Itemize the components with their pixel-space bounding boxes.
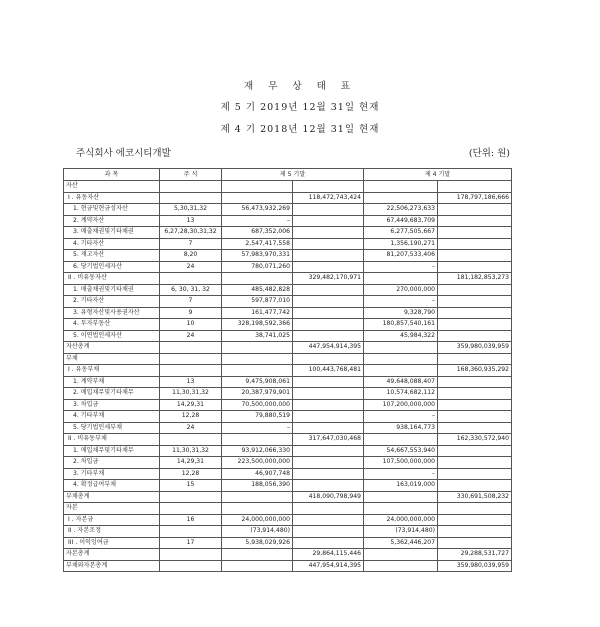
prior-subtotal-value: 29,288,531,727 xyxy=(438,549,512,561)
table-row xyxy=(64,342,512,354)
current-detail-value xyxy=(222,181,293,193)
prior-subtotal-value: 178,797,186,666 xyxy=(438,192,512,204)
current-subtotal-value xyxy=(293,284,364,296)
prior-detail-value: – xyxy=(364,261,438,273)
current-subtotal-value xyxy=(293,319,364,331)
row-label: 자본총계 xyxy=(64,549,160,561)
col-header-prior: 제 4 기말 xyxy=(364,169,512,181)
current-subtotal-value xyxy=(293,250,364,262)
prior-subtotal-value xyxy=(438,261,512,273)
prior-detail-value: 107,500,000,000 xyxy=(364,457,438,469)
table-header-row xyxy=(64,169,512,181)
current-detail-value xyxy=(222,503,293,515)
row-note: 24 xyxy=(160,261,222,273)
row-label: 5. 당기법인세부채 xyxy=(64,422,160,434)
current-detail-value xyxy=(222,353,293,365)
prior-subtotal-value xyxy=(438,514,512,526)
prior-detail-value xyxy=(364,273,438,285)
prior-subtotal-value xyxy=(438,445,512,457)
current-subtotal-value: 100,443,768,481 xyxy=(293,365,364,377)
prior-subtotal-value xyxy=(438,204,512,216)
row-note: 7 xyxy=(160,238,222,250)
row-label: 5. 이연법인세자산 xyxy=(64,330,160,342)
prior-subtotal-value xyxy=(438,468,512,480)
prior-detail-value: 49,648,088,407 xyxy=(364,376,438,388)
col-header-note: 주 석 xyxy=(160,169,222,181)
prior-detail-value xyxy=(364,342,438,354)
row-label: I . 자본금 xyxy=(64,514,160,526)
row-note: 12,28 xyxy=(160,411,222,423)
table-row xyxy=(64,181,512,193)
current-detail-value: – xyxy=(222,422,293,434)
current-subtotal-value xyxy=(293,526,364,538)
table-row xyxy=(64,238,512,250)
row-note xyxy=(160,353,222,365)
row-label: 부채총계 xyxy=(64,491,160,503)
table-row xyxy=(64,261,512,273)
table-row xyxy=(64,514,512,526)
current-detail-value: (73,914,480) xyxy=(222,526,293,538)
table-row xyxy=(64,399,512,411)
prior-detail-value: 5,362,446,207 xyxy=(364,537,438,549)
current-subtotal-value: 329,482,170,971 xyxy=(293,273,364,285)
row-note xyxy=(160,342,222,354)
prior-detail-value xyxy=(364,549,438,561)
current-detail-value: 20,387,979,901 xyxy=(222,388,293,400)
row-label: 4. 기타자산 xyxy=(64,238,160,250)
period-prior: 제 4 기 2018년 12월 31일 현재 xyxy=(220,124,380,135)
prior-detail-value xyxy=(364,353,438,365)
prior-subtotal-value xyxy=(438,503,512,515)
current-detail-value: 485,482,828 xyxy=(222,284,293,296)
current-detail-value xyxy=(222,192,293,204)
row-note: 17 xyxy=(160,537,222,549)
row-note xyxy=(160,192,222,204)
row-note: 13 xyxy=(160,215,222,227)
row-label: 3. 기타부채 xyxy=(64,468,160,480)
col-header-item: 과 목 xyxy=(64,169,160,181)
table-row xyxy=(64,468,512,480)
prior-detail-value xyxy=(364,491,438,503)
prior-subtotal-value: 181,182,853,273 xyxy=(438,273,512,285)
prior-detail-value: – xyxy=(364,411,438,423)
current-subtotal-value xyxy=(293,181,364,193)
current-subtotal-value xyxy=(293,422,364,434)
current-subtotal-value xyxy=(293,503,364,515)
prior-subtotal-value xyxy=(438,238,512,250)
row-note xyxy=(160,526,222,538)
table-row xyxy=(64,560,512,572)
row-label: 1. 매입채무및기타채무 xyxy=(64,445,160,457)
row-label: 부채와자본총계 xyxy=(64,560,160,572)
current-detail-value xyxy=(222,342,293,354)
company-name: 주식회사 에코시티개발 xyxy=(76,148,171,159)
prior-detail-value: (73,914,480) xyxy=(364,526,438,538)
current-detail-value: 2,547,417,558 xyxy=(222,238,293,250)
prior-subtotal-value xyxy=(438,411,512,423)
row-label: 4. 투자부동산 xyxy=(64,319,160,331)
current-detail-value: 46,907,748 xyxy=(222,468,293,480)
current-detail-value: 56,473,932,269 xyxy=(222,204,293,216)
current-detail-value: 57,983,970,331 xyxy=(222,250,293,262)
prior-detail-value: 163,019,000 xyxy=(364,480,438,492)
row-label: 1. 계약부채 xyxy=(64,376,160,388)
row-label: II . 자본조정 xyxy=(64,526,160,538)
table-row xyxy=(64,296,512,308)
row-label: 3. 유형자산및사용권자산 xyxy=(64,307,160,319)
row-label: 4. 확정급여부채 xyxy=(64,480,160,492)
row-label: 자산 xyxy=(64,181,160,193)
current-subtotal-value xyxy=(293,537,364,549)
prior-detail-value xyxy=(364,560,438,572)
table-row xyxy=(64,215,512,227)
table-row xyxy=(64,411,512,423)
current-detail-value: 24,000,000,000 xyxy=(222,514,293,526)
prior-detail-value xyxy=(364,503,438,515)
current-detail-value: 70,500,000,000 xyxy=(222,399,293,411)
prior-subtotal-value xyxy=(438,526,512,538)
table-row xyxy=(64,273,512,285)
current-subtotal-value: 317,647,030,468 xyxy=(293,434,364,446)
table-row xyxy=(64,192,512,204)
prior-detail-value: 67,449,683,709 xyxy=(364,215,438,227)
current-subtotal-value: 447,954,914,395 xyxy=(293,342,364,354)
current-detail-value: 188,056,390 xyxy=(222,480,293,492)
prior-detail-value: 10,574,682,112 xyxy=(364,388,438,400)
prior-detail-value xyxy=(364,181,438,193)
table-row xyxy=(64,330,512,342)
table-row xyxy=(64,284,512,296)
current-subtotal-value: 447,954,914,395 xyxy=(293,560,364,572)
row-note: 14,29,31 xyxy=(160,457,222,469)
row-label: III . 이익잉여금 xyxy=(64,537,160,549)
prior-subtotal-value xyxy=(438,480,512,492)
row-note: 8,20 xyxy=(160,250,222,262)
row-label: 6. 당기법인세자산 xyxy=(64,261,160,273)
current-subtotal-value xyxy=(293,411,364,423)
table-row xyxy=(64,307,512,319)
col-header-current: 제 5 기말 xyxy=(222,169,364,181)
current-subtotal-value xyxy=(293,296,364,308)
prior-subtotal-value xyxy=(438,330,512,342)
current-subtotal-value xyxy=(293,514,364,526)
prior-detail-value: – xyxy=(364,296,438,308)
current-detail-value xyxy=(222,549,293,561)
row-label: 1. 매출채권및기타채권 xyxy=(64,284,160,296)
row-label: 3. 매출채권및기타채권 xyxy=(64,227,160,239)
prior-detail-value xyxy=(364,365,438,377)
row-note: 24 xyxy=(160,422,222,434)
current-subtotal-value xyxy=(293,215,364,227)
row-note: 12,28 xyxy=(160,468,222,480)
table-row xyxy=(64,549,512,561)
row-label: II . 비유동부채 xyxy=(64,434,160,446)
statement-title: 재 무 상 태 표 xyxy=(244,81,356,92)
current-detail-value: 223,500,000,000 xyxy=(222,457,293,469)
prior-detail-value: 6,277,505,667 xyxy=(364,227,438,239)
balance-sheet-table xyxy=(63,168,512,572)
current-subtotal-value: 418,090,798,949 xyxy=(293,491,364,503)
row-note xyxy=(160,273,222,285)
table-row xyxy=(64,445,512,457)
prior-subtotal-value: 162,330,572,940 xyxy=(438,434,512,446)
row-note: 24 xyxy=(160,330,222,342)
current-subtotal-value xyxy=(293,261,364,273)
row-note xyxy=(160,434,222,446)
current-detail-value xyxy=(222,434,293,446)
current-subtotal-value xyxy=(293,468,364,480)
prior-detail-value: 22,506,273,633 xyxy=(364,204,438,216)
current-detail-value: 780,071,260 xyxy=(222,261,293,273)
row-note: 16 xyxy=(160,514,222,526)
current-subtotal-value xyxy=(293,376,364,388)
row-label: 2. 매입채무및기타채무 xyxy=(64,388,160,400)
period-current: 제 5 기 2019년 12월 31일 현재 xyxy=(220,102,380,113)
current-subtotal-value xyxy=(293,388,364,400)
table-row xyxy=(64,227,512,239)
prior-subtotal-value xyxy=(438,422,512,434)
row-note: 15 xyxy=(160,480,222,492)
prior-subtotal-value xyxy=(438,399,512,411)
current-detail-value: 687,352,006 xyxy=(222,227,293,239)
prior-subtotal-value xyxy=(438,296,512,308)
prior-subtotal-value xyxy=(438,537,512,549)
prior-subtotal-value xyxy=(438,388,512,400)
row-label: I . 유동부채 xyxy=(64,365,160,377)
table-row xyxy=(64,526,512,538)
row-label: 자본 xyxy=(64,503,160,515)
current-subtotal-value xyxy=(293,307,364,319)
row-label: 4. 기타부채 xyxy=(64,411,160,423)
prior-subtotal-value xyxy=(438,319,512,331)
row-label: I . 유동자산 xyxy=(64,192,160,204)
current-subtotal-value xyxy=(293,227,364,239)
current-detail-value: 5,938,029,926 xyxy=(222,537,293,549)
prior-subtotal-value xyxy=(438,307,512,319)
current-subtotal-value xyxy=(293,445,364,457)
row-label: 자산총계 xyxy=(64,342,160,354)
current-subtotal-value xyxy=(293,204,364,216)
row-label: 부채 xyxy=(64,353,160,365)
current-subtotal-value xyxy=(293,238,364,250)
prior-detail-value: 270,000,000 xyxy=(364,284,438,296)
prior-detail-value: 24,000,000,000 xyxy=(364,514,438,526)
prior-subtotal-value xyxy=(438,284,512,296)
table-row xyxy=(64,388,512,400)
current-detail-value: 161,477,742 xyxy=(222,307,293,319)
prior-detail-value: 938,164,773 xyxy=(364,422,438,434)
table-row xyxy=(64,365,512,377)
row-label: 2. 기타자산 xyxy=(64,296,160,308)
table-row xyxy=(64,319,512,331)
table-row xyxy=(64,204,512,216)
current-detail-value xyxy=(222,560,293,572)
current-subtotal-value xyxy=(293,353,364,365)
current-subtotal-value: 29,864,115,446 xyxy=(293,549,364,561)
prior-subtotal-value: 168,360,935,292 xyxy=(438,365,512,377)
prior-detail-value: 9,328,790 xyxy=(364,307,438,319)
current-subtotal-value xyxy=(293,330,364,342)
row-label: 2. 계약자산 xyxy=(64,215,160,227)
prior-subtotal-value xyxy=(438,457,512,469)
row-note xyxy=(160,365,222,377)
row-note: 11,30,31,32 xyxy=(160,445,222,457)
row-label: 5. 재고자산 xyxy=(64,250,160,262)
row-note: 14,29,31 xyxy=(160,399,222,411)
prior-detail-value xyxy=(364,192,438,204)
prior-subtotal-value xyxy=(438,250,512,262)
row-note: 6,27,28,30,31,32 xyxy=(160,227,222,239)
prior-detail-value: 107,200,000,000 xyxy=(364,399,438,411)
current-detail-value xyxy=(222,365,293,377)
current-detail-value xyxy=(222,491,293,503)
prior-subtotal-value xyxy=(438,227,512,239)
prior-detail-value xyxy=(364,434,438,446)
prior-subtotal-value xyxy=(438,353,512,365)
current-detail-value: 9,475,908,061 xyxy=(222,376,293,388)
table-row xyxy=(64,422,512,434)
row-note: 6, 30, 31, 32 xyxy=(160,284,222,296)
row-note xyxy=(160,491,222,503)
prior-subtotal-value xyxy=(438,376,512,388)
prior-subtotal-value: 330,691,508,232 xyxy=(438,491,512,503)
row-note: 11,30,31,32 xyxy=(160,388,222,400)
prior-detail-value: 81,207,533,406 xyxy=(364,250,438,262)
prior-subtotal-value xyxy=(438,215,512,227)
row-note: 5,30,31,32 xyxy=(160,204,222,216)
table-row xyxy=(64,537,512,549)
prior-detail-value: – xyxy=(364,468,438,480)
current-subtotal-value: 118,472,743,424 xyxy=(293,192,364,204)
prior-subtotal-value: 359,980,039,959 xyxy=(438,560,512,572)
current-detail-value: 79,880,519 xyxy=(222,411,293,423)
current-detail-value: – xyxy=(222,215,293,227)
row-note: 7 xyxy=(160,296,222,308)
prior-detail-value: 180,857,540,161 xyxy=(364,319,438,331)
current-detail-value: 328,198,592,366 xyxy=(222,319,293,331)
table-row xyxy=(64,376,512,388)
row-note xyxy=(160,549,222,561)
row-label: 1. 현금및현금성자산 xyxy=(64,204,160,216)
row-label: 3. 차입금 xyxy=(64,399,160,411)
row-note: 10 xyxy=(160,319,222,331)
row-note: 9 xyxy=(160,307,222,319)
row-note: 13 xyxy=(160,376,222,388)
prior-detail-value: 1,356,190,271 xyxy=(364,238,438,250)
row-note xyxy=(160,181,222,193)
current-detail-value: 93,912,066,330 xyxy=(222,445,293,457)
prior-detail-value: 45,984,322 xyxy=(364,330,438,342)
current-subtotal-value xyxy=(293,480,364,492)
row-note xyxy=(160,503,222,515)
table-row xyxy=(64,353,512,365)
prior-detail-value: 54,667,553,940 xyxy=(364,445,438,457)
current-detail-value: 597,877,010 xyxy=(222,296,293,308)
table-row xyxy=(64,491,512,503)
row-label: II . 비유동자산 xyxy=(64,273,160,285)
current-subtotal-value xyxy=(293,457,364,469)
row-label: 2. 차입금 xyxy=(64,457,160,469)
current-subtotal-value xyxy=(293,399,364,411)
row-note xyxy=(160,560,222,572)
table-row xyxy=(64,503,512,515)
prior-subtotal-value xyxy=(438,181,512,193)
table-row xyxy=(64,434,512,446)
current-detail-value xyxy=(222,273,293,285)
prior-subtotal-value: 359,980,039,959 xyxy=(438,342,512,354)
current-detail-value: 38,741,025 xyxy=(222,330,293,342)
table-row xyxy=(64,480,512,492)
table-row xyxy=(64,250,512,262)
table-row xyxy=(64,457,512,469)
currency-unit: (단위: 원) xyxy=(468,148,510,159)
